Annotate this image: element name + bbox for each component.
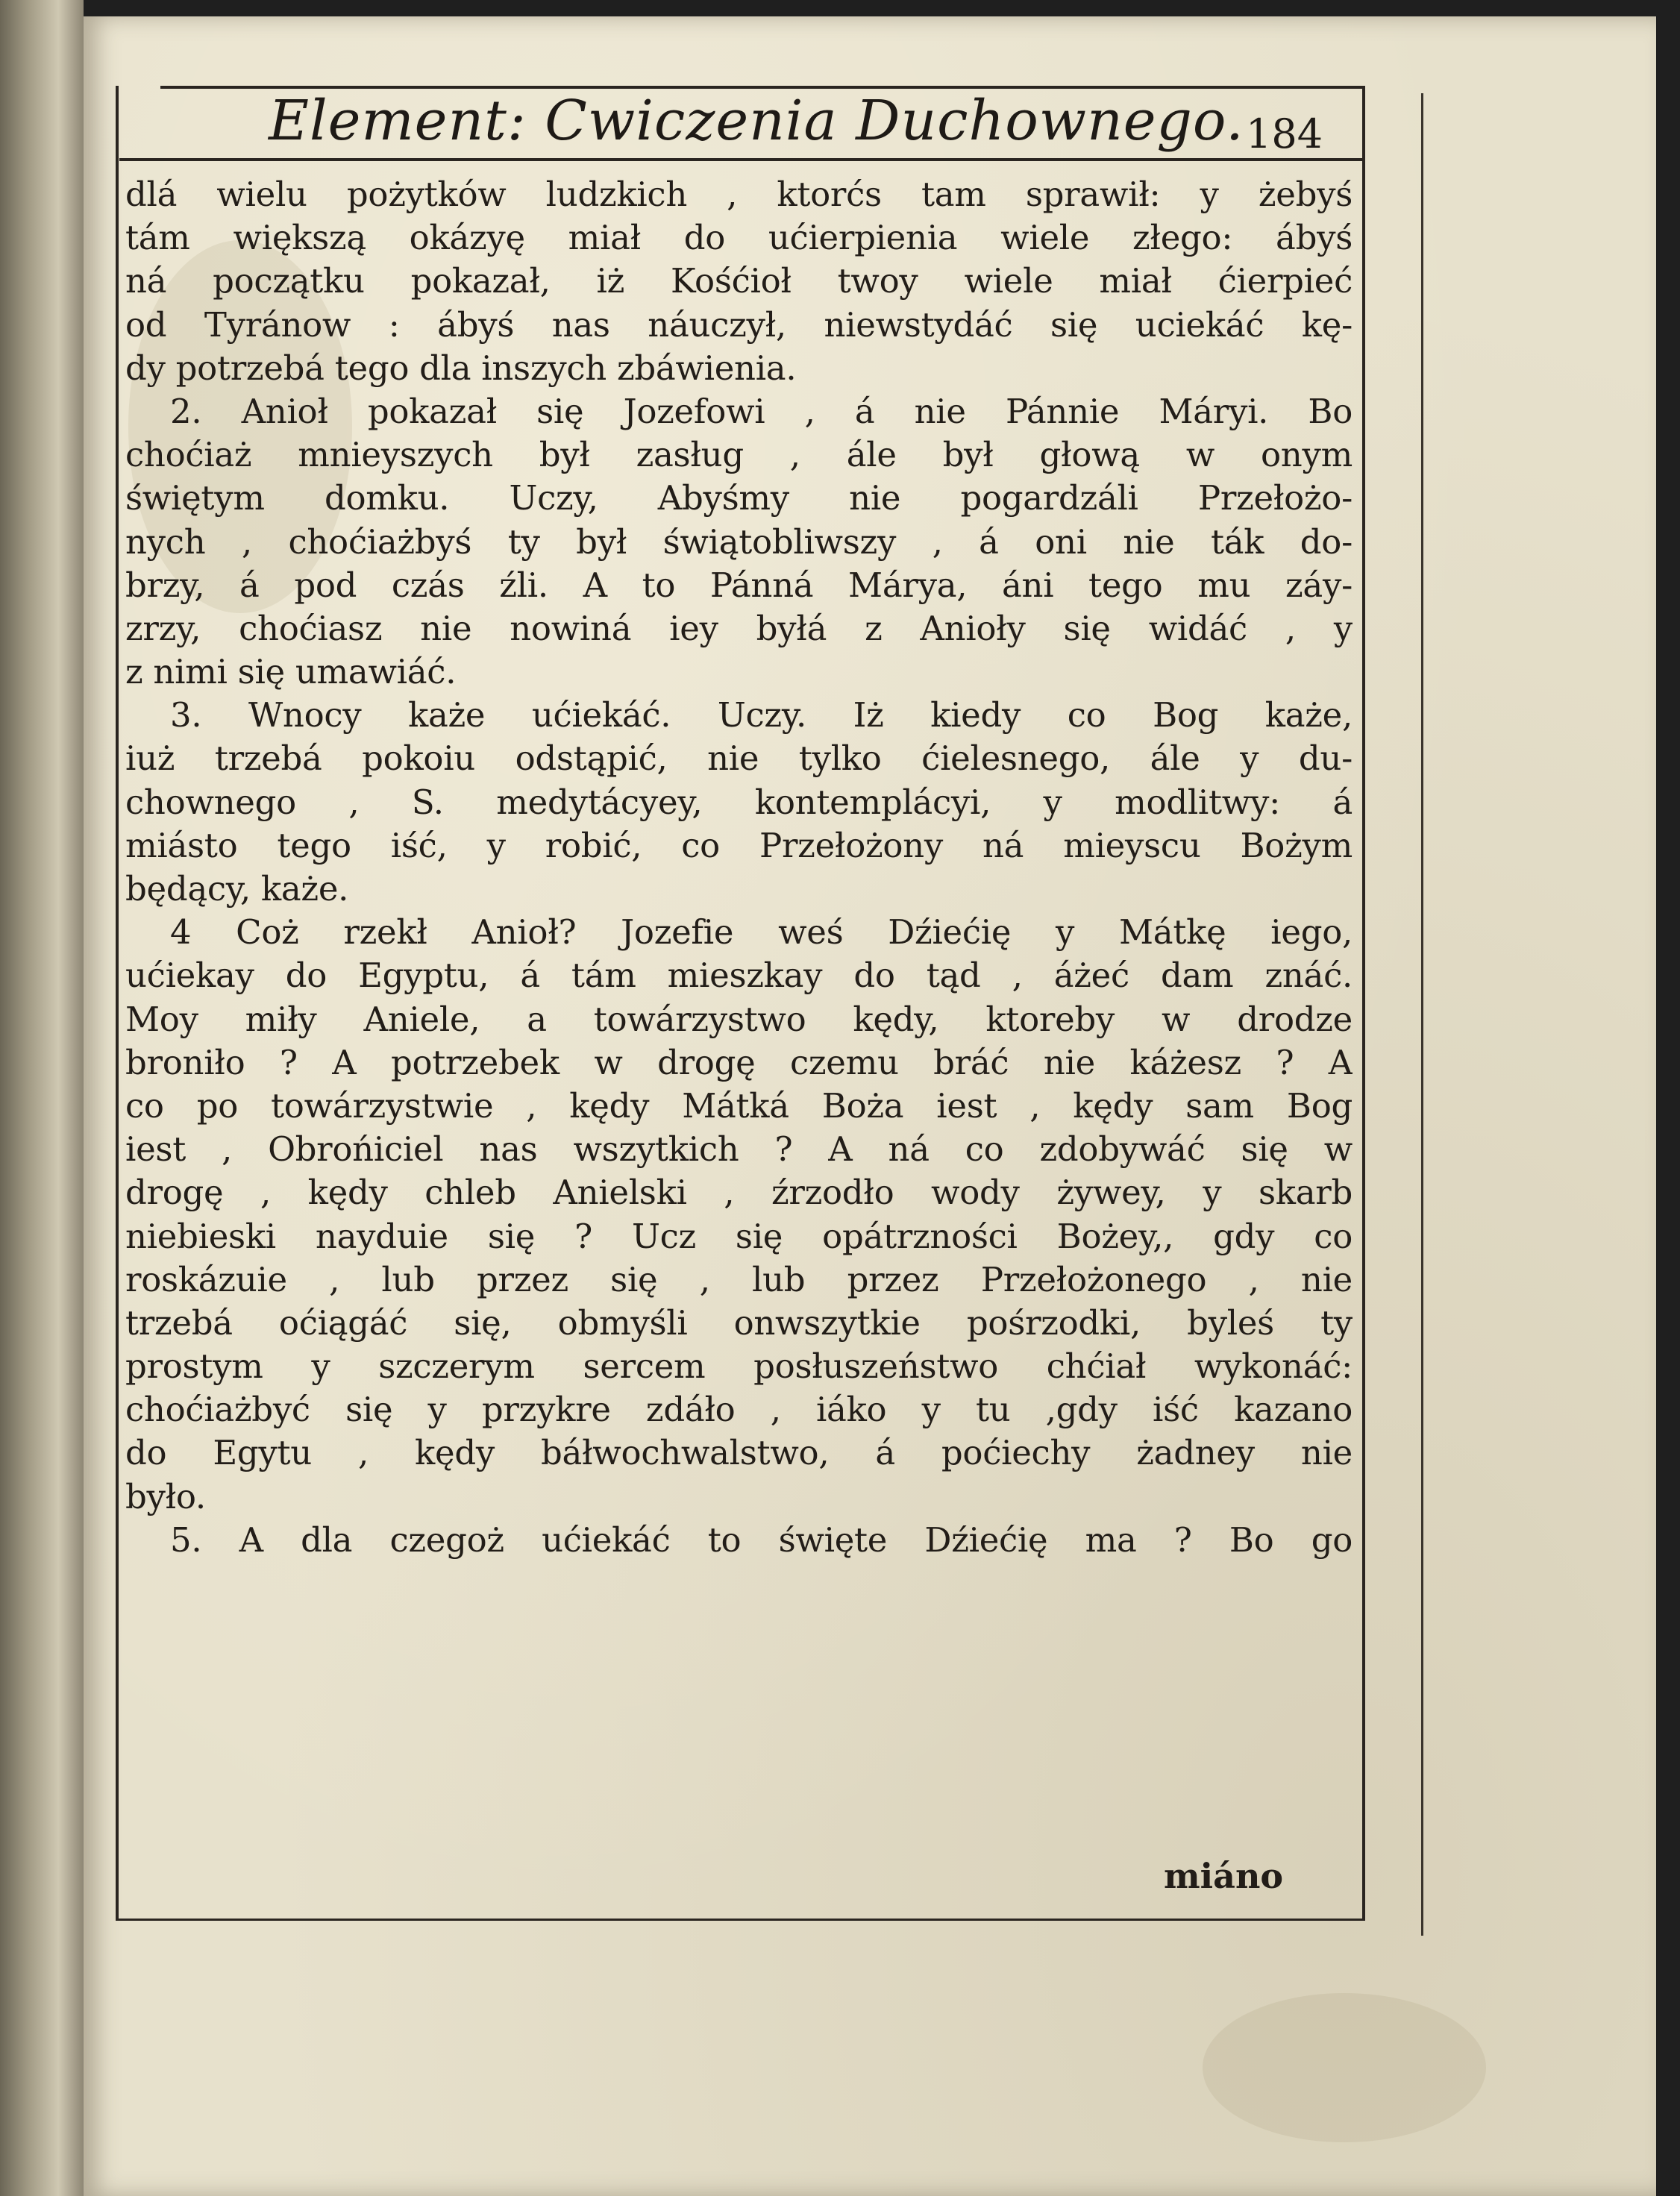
text-line: chownego , S. medytácyey, kontemplácyi, y modlitwy: á — [125, 782, 1353, 822]
text-line: iuż trzebá pokoiu odstąpić, nie tylko ćielesnego, ále y du- — [125, 738, 1353, 779]
page-number: 184 — [1246, 110, 1323, 157]
text-line: prostym y szczerym sercem posłuszeństwo chćiał wykonáć: — [125, 1346, 1353, 1387]
text-line: świętym domku. Uczy, Abyśmy nie pogardzáli Przełożo- — [125, 478, 1353, 518]
text-line: zrzy, choćiasz nie nowiná iey byłá z Anioły się widáć , y — [125, 608, 1353, 648]
text-line: niebieski nayduie się ? Ucz się opátrzności Bożey,, gdy co — [125, 1216, 1353, 1256]
text-line: co po towárzystwie , kędy Mátká Boża iest , kędy sam Bog — [125, 1085, 1353, 1126]
text-line: tám większą okázyę miał do ućierpienia wiele złego: ábyś — [125, 218, 1353, 258]
body-text — [125, 173, 1353, 1562]
text-line: 2. Anioł pokazał się Jozefowi , á nie Pánnie Máryi. Bo — [170, 391, 1353, 431]
text-line: drogę , kędy chleb Anielski , źrzodło wody żywey, y skarb — [125, 1173, 1353, 1213]
text-line: iest , Obrońiciel nas wszytkich ? A ná co zdobywáć się w — [125, 1129, 1353, 1170]
text-line: dlá wielu pożytków ludzkich , ktorćs tam sprawił: y żebyś — [125, 175, 1353, 214]
text-line: od Tyránow : ábyś nas náuczył, niewstydáć się uciekáć kę- — [125, 304, 1353, 345]
text-line: ná początku pokazał, iż Kośćioł twoy wiele miał ćierpieć — [125, 261, 1353, 301]
text-frame-bottom — [116, 1919, 1365, 1921]
text-line: roskázuie , lub przez się , lub przez Przełożonego , nie — [125, 1259, 1353, 1299]
facing-page-edge — [0, 0, 84, 2196]
header-rule-bottom — [119, 158, 1365, 161]
text-line: choćiaż mnieyszych był zasług , ále był głową w onym — [125, 435, 1353, 475]
text-line: 5. A dla czegoż ućiekáć to święte Dźiećię ma ? Bo go — [170, 1519, 1353, 1560]
text-line: broniło ? A potrzebek w drogę czemu bráć nie káżesz ? A — [125, 1042, 1353, 1082]
text-frame-right — [1362, 86, 1365, 1921]
text-line: będący, każe. — [125, 869, 349, 909]
text-line: miásto tego iść, y robić, co Przełożony ná mieyscu Bożym — [125, 825, 1353, 865]
running-title: Element: Cwiczenia Duchownego. — [269, 89, 1244, 153]
text-line: ućiekay do Egyptu, á tám mieszkay do tąd , áżeć dam znáć. — [125, 956, 1353, 996]
text-line: 3. Wnocy każe ućiekáć. Uczy. Iż kiedy co Bog każe, — [170, 695, 1353, 735]
catchword: miáno — [1164, 1856, 1284, 1896]
text-line: do Egytu , kędy báłwochwalstwo, á poćiechy żadney nie — [125, 1433, 1353, 1473]
text-line: z nimi się umawiáć. — [125, 652, 457, 692]
text-frame-left — [116, 86, 119, 1921]
text-line: dy potrzebá tego dla inszych zbáwienia. — [125, 348, 797, 388]
paper-stain — [1203, 1993, 1486, 2142]
text-line: trzebá oćiągáć się, obmyśli onwszytkie pośrzodki, byleś ty — [125, 1302, 1353, 1343]
outer-margin-rule — [1421, 93, 1423, 1936]
text-line: Moy miły Aniele, a towárzystwo kędy, ktoreby w drodze — [125, 999, 1353, 1039]
text-line: 4 Coż rzekł Anioł? Jozefie weś Dźiećię y Mátkę iego, — [170, 912, 1353, 953]
text-line: choćiażbyć się y przykre zdáło , iáko y tu ,gdy iść kazano — [125, 1390, 1353, 1430]
text-line: było. — [125, 1476, 206, 1516]
text-line: brzy, á pod czás źli. A to Pánná Márya, áni tego mu záy- — [125, 565, 1353, 605]
text-line: nych , choćiażbyś ty był świątobliwszy , á oni nie ták do- — [125, 521, 1353, 562]
